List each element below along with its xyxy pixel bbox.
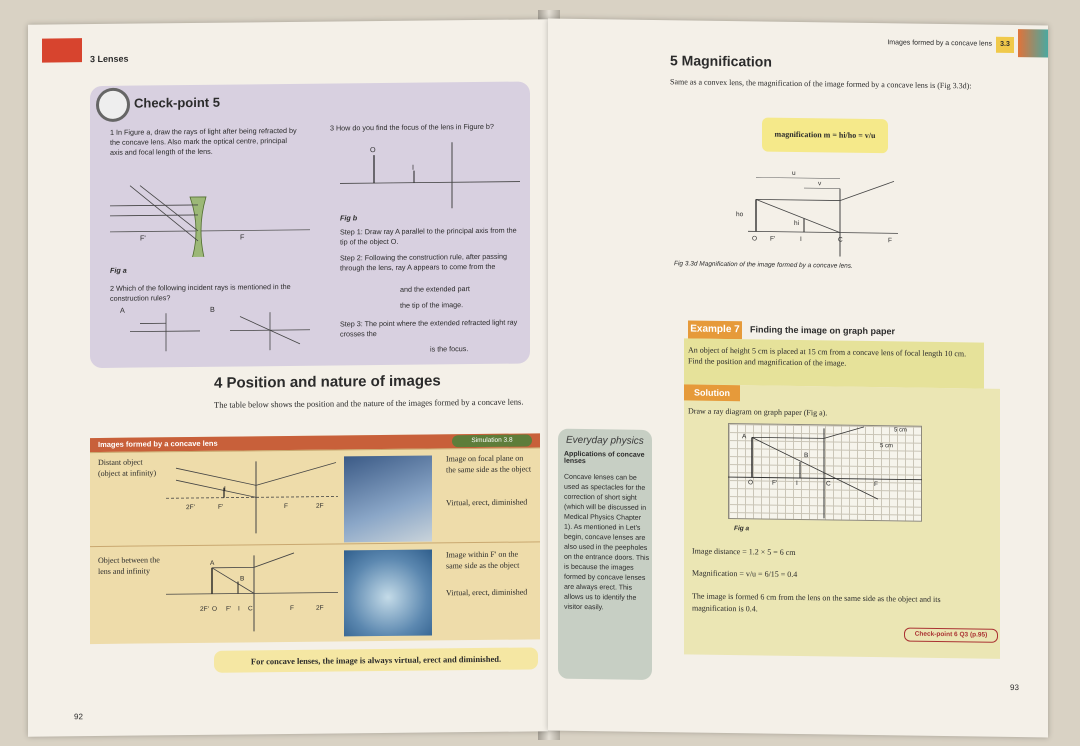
table-row bbox=[90, 541, 540, 645]
checkpoint-box bbox=[90, 81, 530, 368]
solution-step: Draw a ray diagram on graph paper (Fig a). bbox=[688, 406, 828, 418]
fig-label-ho: ho bbox=[736, 211, 744, 219]
step-3: Step 3: The point where the extended refracted light ray crosses the bbox=[340, 317, 518, 339]
graph-scale-y: 5 cm bbox=[880, 443, 894, 450]
graph-label-i: I bbox=[796, 479, 798, 487]
solution-label: Solution bbox=[684, 384, 740, 401]
fig-b-object: O bbox=[370, 145, 376, 155]
solution-box bbox=[684, 384, 1000, 658]
magnification-formula: magnification m = hi/ho = v/u bbox=[762, 117, 888, 153]
row2-label-2fp: 2F' bbox=[200, 605, 209, 613]
checkpoint-q2: 2 Which of the following incident rays is mentioned in the construction rules? bbox=[110, 281, 291, 303]
table-row bbox=[90, 447, 540, 547]
row2-image: Image within F' on the same side as the object bbox=[446, 549, 520, 571]
row2-ray-diagram bbox=[166, 550, 338, 636]
step-3-blank: is the focus. bbox=[430, 344, 469, 354]
row2-label-fp: F' bbox=[226, 605, 232, 613]
row2-label-c: C bbox=[248, 605, 253, 613]
graph-label-fp: F' bbox=[772, 479, 778, 487]
step-2-blank-b: the tip of the image. bbox=[400, 300, 464, 310]
step-1: Step 1: Draw ray A parallel to the principal axis from the tip of the object O. bbox=[340, 225, 517, 247]
fig-a-caption: Fig a bbox=[110, 265, 127, 275]
stopwatch-icon bbox=[96, 88, 130, 122]
section-desc: The table below shows the position and the nature of the images formed by a concave lens. bbox=[214, 396, 524, 410]
fig-label-f: F bbox=[888, 237, 892, 245]
checkpoint-q1: 1 In Figure a, draw the rays of light after being refracted by the concave lens. Also mark the optical centre, principal axis and focal length of the lens. bbox=[110, 125, 297, 157]
row1-label-f: F bbox=[284, 503, 288, 511]
row1-position: Distant object (object at infinity) bbox=[98, 457, 157, 478]
checkpoint-ref-link[interactable]: Check-point 6 Q3 (p.95) bbox=[904, 627, 998, 642]
graph-label-c: C bbox=[826, 480, 831, 488]
row1-label-fp: F' bbox=[218, 503, 224, 511]
images-table bbox=[90, 433, 540, 644]
row1-image: Image on focal plane on the same side as the object bbox=[446, 453, 532, 475]
step-2-blank-a: and the extended part bbox=[400, 284, 470, 294]
row2-label-o: O bbox=[212, 605, 218, 613]
everyday-title: Everyday physics bbox=[566, 434, 644, 447]
example-question-box bbox=[684, 338, 984, 388]
row2-label-f: F bbox=[290, 604, 294, 612]
row2-label-2f: 2F bbox=[316, 604, 324, 612]
graph-label-a: A bbox=[742, 433, 747, 441]
row1-label-2f: 2F bbox=[316, 502, 324, 510]
page-number-left: 92 bbox=[74, 712, 83, 722]
fig-label-v: v bbox=[818, 180, 822, 188]
graph-label-f: F bbox=[874, 481, 878, 489]
q2-diagrams bbox=[130, 310, 310, 356]
fig-b-caption: Fig b bbox=[340, 213, 358, 223]
row1-label-i: I bbox=[224, 485, 226, 493]
image-distance: Image distance = 1.2 × 5 = 6 cm bbox=[692, 546, 796, 557]
right-page bbox=[548, 19, 1048, 738]
graph-ray-diagram bbox=[728, 423, 922, 522]
everyday-subtitle: Applications of concave lenses bbox=[564, 450, 645, 466]
section-title: 4 Position and nature of images bbox=[214, 372, 441, 392]
row2-label-b: B bbox=[240, 575, 245, 583]
magnification-calc: Magnification = v/u = 6/15 = 0.4 bbox=[692, 568, 798, 579]
row2-label-a: A bbox=[210, 559, 215, 567]
everyday-physics-box bbox=[558, 429, 652, 680]
q2-option-a: A bbox=[120, 305, 125, 315]
example-title: Finding the image on graph paper bbox=[750, 324, 896, 337]
graph-scale-x: 5 cm bbox=[894, 427, 908, 434]
chapter-tab-right bbox=[1018, 29, 1048, 57]
running-head: Images formed by a concave lens bbox=[887, 39, 992, 48]
row1-ray-diagram bbox=[166, 456, 338, 538]
magnification-text: Same as a convex lens, the magnification of the image formed by a concave lens is (Fig 3.3d): bbox=[670, 77, 972, 91]
fig-a-f-prime: F' bbox=[140, 233, 146, 243]
graph-label-o: O bbox=[748, 479, 754, 487]
fig-3-3d-diagram bbox=[748, 169, 898, 257]
graph-fig-caption: Fig a bbox=[734, 525, 750, 533]
row2-label-i: I bbox=[238, 605, 240, 613]
row1-nature: Virtual, erect, diminished bbox=[446, 497, 528, 508]
checkpoint-q3: 3 How do you find the focus of the lens in Figure b? bbox=[330, 121, 494, 133]
q2-option-b: B bbox=[210, 304, 215, 314]
fig-label-fp: F' bbox=[770, 235, 776, 243]
fig-label-i: I bbox=[800, 236, 802, 244]
solution-conclusion: The image is formed 6 cm from the lens on the same side as the object and its magnification is 0.4. bbox=[692, 591, 941, 614]
example-label: Example 7 bbox=[688, 320, 742, 339]
fig-a-diagram bbox=[110, 180, 310, 258]
row1-photo bbox=[344, 455, 432, 542]
fig-label-hi: hi bbox=[794, 219, 800, 228]
table-header: Images formed by a concave lens bbox=[90, 433, 540, 452]
fig-3-3d-caption: Fig 3.3d Magnification of the image formed by a concave lens. bbox=[674, 260, 853, 270]
fig-label-u: u bbox=[792, 169, 796, 177]
row2-position: Object between the lens and infinity bbox=[98, 555, 160, 576]
left-page bbox=[28, 19, 548, 736]
fig-label-c: C bbox=[838, 236, 843, 244]
chapter-tab bbox=[42, 38, 82, 62]
fig-a-f: F bbox=[240, 232, 245, 242]
everyday-text: Concave lenses can be used as spectacles for the correction of short sight (which will be discussed in Medical Physics Chapter 1). As mentioned in Let's begin, concave lenses are also used in the peepholes on the entrance doors. This is because the images formed by concave lenses are always erect. This allows us to identify the visitor easily. bbox=[564, 473, 650, 612]
page-number-right: 93 bbox=[1010, 682, 1019, 693]
row1-label-2fp: 2F' bbox=[186, 503, 195, 512]
row2-photo bbox=[344, 549, 432, 636]
section-badge: 3.3 bbox=[996, 37, 1014, 53]
fig-b-diagram bbox=[340, 138, 520, 212]
checkpoint-title: Check-point 5 bbox=[134, 94, 220, 111]
fig-b-image: I bbox=[412, 162, 414, 172]
fig-label-o: O bbox=[752, 235, 758, 243]
graph-label-b: B bbox=[804, 452, 809, 460]
magnification-title: 5 Magnification bbox=[670, 52, 772, 70]
simulation-badge[interactable]: Simulation 3.8 bbox=[452, 434, 532, 447]
example-question: An object of height 5 cm is placed at 15 cm from a concave lens of focal length 10 cm. Find the position and magnification of the image. bbox=[688, 345, 967, 368]
summary-box: For concave lenses, the image is always virtual, erect and diminished. bbox=[214, 647, 538, 672]
chapter-header: 3 Lenses bbox=[90, 53, 129, 65]
row2-nature: Virtual, erect, diminished bbox=[446, 587, 528, 598]
step-2: Step 2: Following the construction rule, after passing through the lens, ray A appears to come from the bbox=[340, 251, 508, 273]
